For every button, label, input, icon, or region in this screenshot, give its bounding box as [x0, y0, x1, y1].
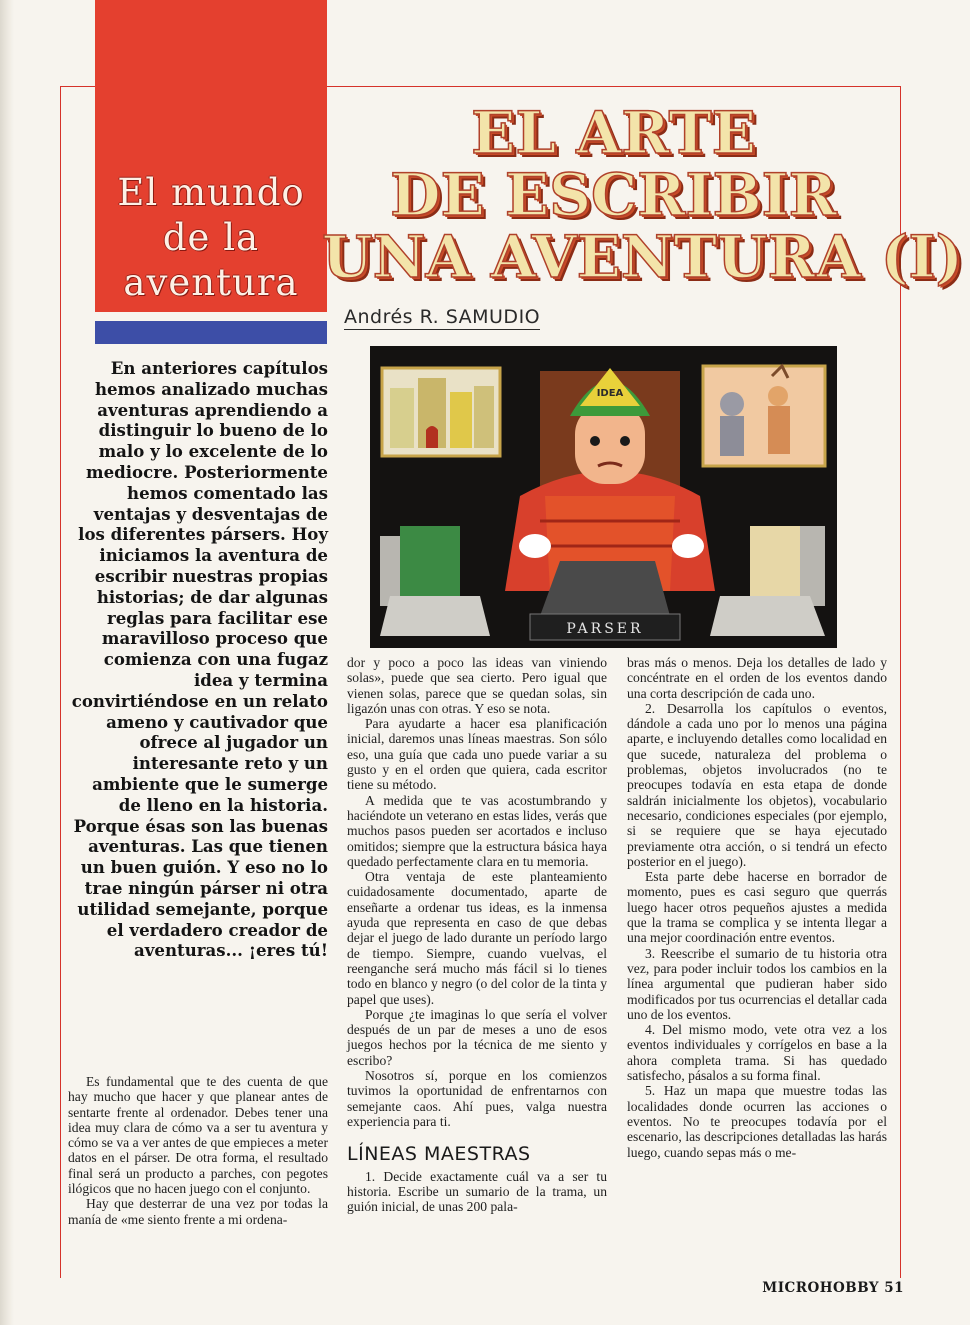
page-footer: MICROHOBBY 51 — [762, 1280, 904, 1296]
section-title — [95, 170, 327, 305]
title-line: EL ARTE — [471, 99, 756, 167]
article-illustration — [370, 346, 837, 648]
section-title-line: de la — [162, 216, 260, 259]
paragraph: 5. Haz un mapa que muestre todas las localidades donde ocurren las acciones o eventos. No te preocupes todavía por el escenario, las descripciones detalladas las harás luego, cuando sepas más o me- — [627, 1083, 887, 1160]
paragraph: Otra ventaja de este planteamiento cuidadosamente documentado, aparte de enseñarte a ordenar tus ideas, es la inmensa ayuda que representa en caso de que debas dejar el juego de lado durante un período largo de tiempo. Siempre, cuando vuelvas, el reenganche será mucho más fácil si lo tienes todo en blanco y negro (o del color de la tinta y papel que uses). — [347, 869, 607, 1007]
paragraph: Hay que desterrar de una vez por todas la manía de «me siento frente a mi ordena- — [68, 1196, 328, 1227]
article-intro — [68, 358, 328, 961]
paragraph: Porque ¿te imaginas lo que sería el volver después de un par de meses a uno de esos juegos hechos por la técnica de me siento y escribo? — [347, 1006, 607, 1068]
paragraph: bras más o menos. Deja los detalles de lado y concéntrate en el orden de los eventos dando una corta descripción de cada uno. — [627, 655, 887, 701]
parser-label: PARSER — [566, 621, 644, 637]
paragraph: A medida que te vas acostumbrando y haciéndote un veterano en estas lides, verás que muchos pasos pueden ser acortados e incluso omitidos; siempre que la estructura básica haya quedado perfectamente clara en tu memoria. — [347, 792, 607, 869]
castle-picture — [382, 368, 500, 456]
paragraph: 2. Desarrolla los capítulos o eventos, dándole a cada uno por lo menos una página aparte, e incluyendo detalles como localidad en que sucede, naturaleza del problema o problemas, objetos involucrados (no te preocupes todavía en esta etapa de donde saldrán inicialmente los objetos), vocabulario necesario, condiciones especiales (por ejemplo, si se requiere que se haya ejecutado previamente otra acción, o si tendrá un efecto posterior en el juego). — [627, 700, 887, 869]
warriors-picture — [703, 366, 825, 466]
title-line: UNA AVENTURA (I) — [322, 223, 963, 291]
page-frame-left — [60, 86, 61, 1278]
page-spine — [0, 0, 14, 1325]
title-line: DE ESCRIBIR — [390, 161, 837, 229]
paragraph: Para ayudarte a hacer esa planificación inicial, daremos unas líneas maestras. Son sólo eso, una guía que cada uno puede variar a su gusto y en el orden que quiera, cada escritor tiene su método. — [347, 716, 607, 793]
paragraph: Nosotros sí, porque en los comienzos tuvimos la oportunidad de enfrentarnos con semejante caos. Ahí pues, valga nuestra experiencia para ti. — [347, 1068, 607, 1129]
intro-text: En anteriores capítulos hemos analizado muchas aventuras aprendiendo a distinguir lo bueno de lo malo y lo excelente de lo mediocre. Posteriormente hemos comentado las ventajas y desventajas de los diferentes pársers. Hoy iniciamos la aventura de escribir nuestras propias historias; de dar algunas reglas para facilitar ese maravilloso proceso que comienza con una fugaz idea y termina convirtiéndose en un relato ameno y cautivador que ofrece al jugador un interesante reto y un ambiente que le sumerge de lleno en la historia. Porque ésas son las buenas aventuras. Las que tienen un buen guión. Y eso no lo trae ningún párser ni otra utilidad semejante, porque el verdadero creador de aventuras... ¡eres tú! — [71, 358, 328, 961]
paragraph: Esta parte debe hacerse en borrador de momento, pues es casi seguro que querrás luego hacer otros pequeños ajustes a medida que la trama se complica y se intenta llegar a una mejor coordinación entre eventos. — [627, 869, 887, 946]
subheading: LÍNEAS MAESTRAS — [347, 1143, 531, 1166]
body-column-1 — [68, 1074, 328, 1227]
section-accent-bar — [95, 321, 327, 344]
body-column-2 — [347, 655, 607, 1214]
paragraph: dor y poco a poco las ideas van viniendo solas», puede que sea cierto. Pero igual que vienen solas, parece que se quedan solas, sin ligazón unas con otras. Y eso se nota. — [347, 655, 607, 716]
body-column-3 — [627, 655, 887, 1160]
paragraph: 3. Reescribe el sumario de tu historia otra vez, para poder incluir todos los cambios en la línea argumental que pudieran haber sido modificados por tus ocurrencias el detallar cada uno de los eventos. — [627, 945, 887, 1022]
hat-label: IDEA — [596, 388, 624, 399]
paragraph: 1. Decide exactamente cuál va a ser tu historia. Escribe un sumario de la trama, un guión inicial, de unas 200 pala- — [347, 1168, 607, 1215]
author-byline: Andrés R. SAMUDIO — [344, 306, 541, 328]
paragraph: Es fundamental que te des cuenta de que hay mucho que hacer y que planear antes de sentarte frente al ordenador. Debes tener una idea muy clara de cómo va a ser tu aventura y cómo se va a ver antes de que empieces a meter datos en el párser. De otra forma, el resultado final será un producto a parches, con pegotes ilógicos que no hacen juego con el conjunto. — [68, 1074, 328, 1197]
section-title-line: aventura — [123, 261, 299, 304]
section-title-line: El mundo — [117, 171, 305, 214]
paragraph: 4. Del mismo modo, vete otra vez a los eventos individuales y corrígelos en base a la ahora completa trama. Si has quedado satisfecho, pásalos a su forma final. — [627, 1022, 887, 1084]
article-title — [322, 99, 963, 291]
